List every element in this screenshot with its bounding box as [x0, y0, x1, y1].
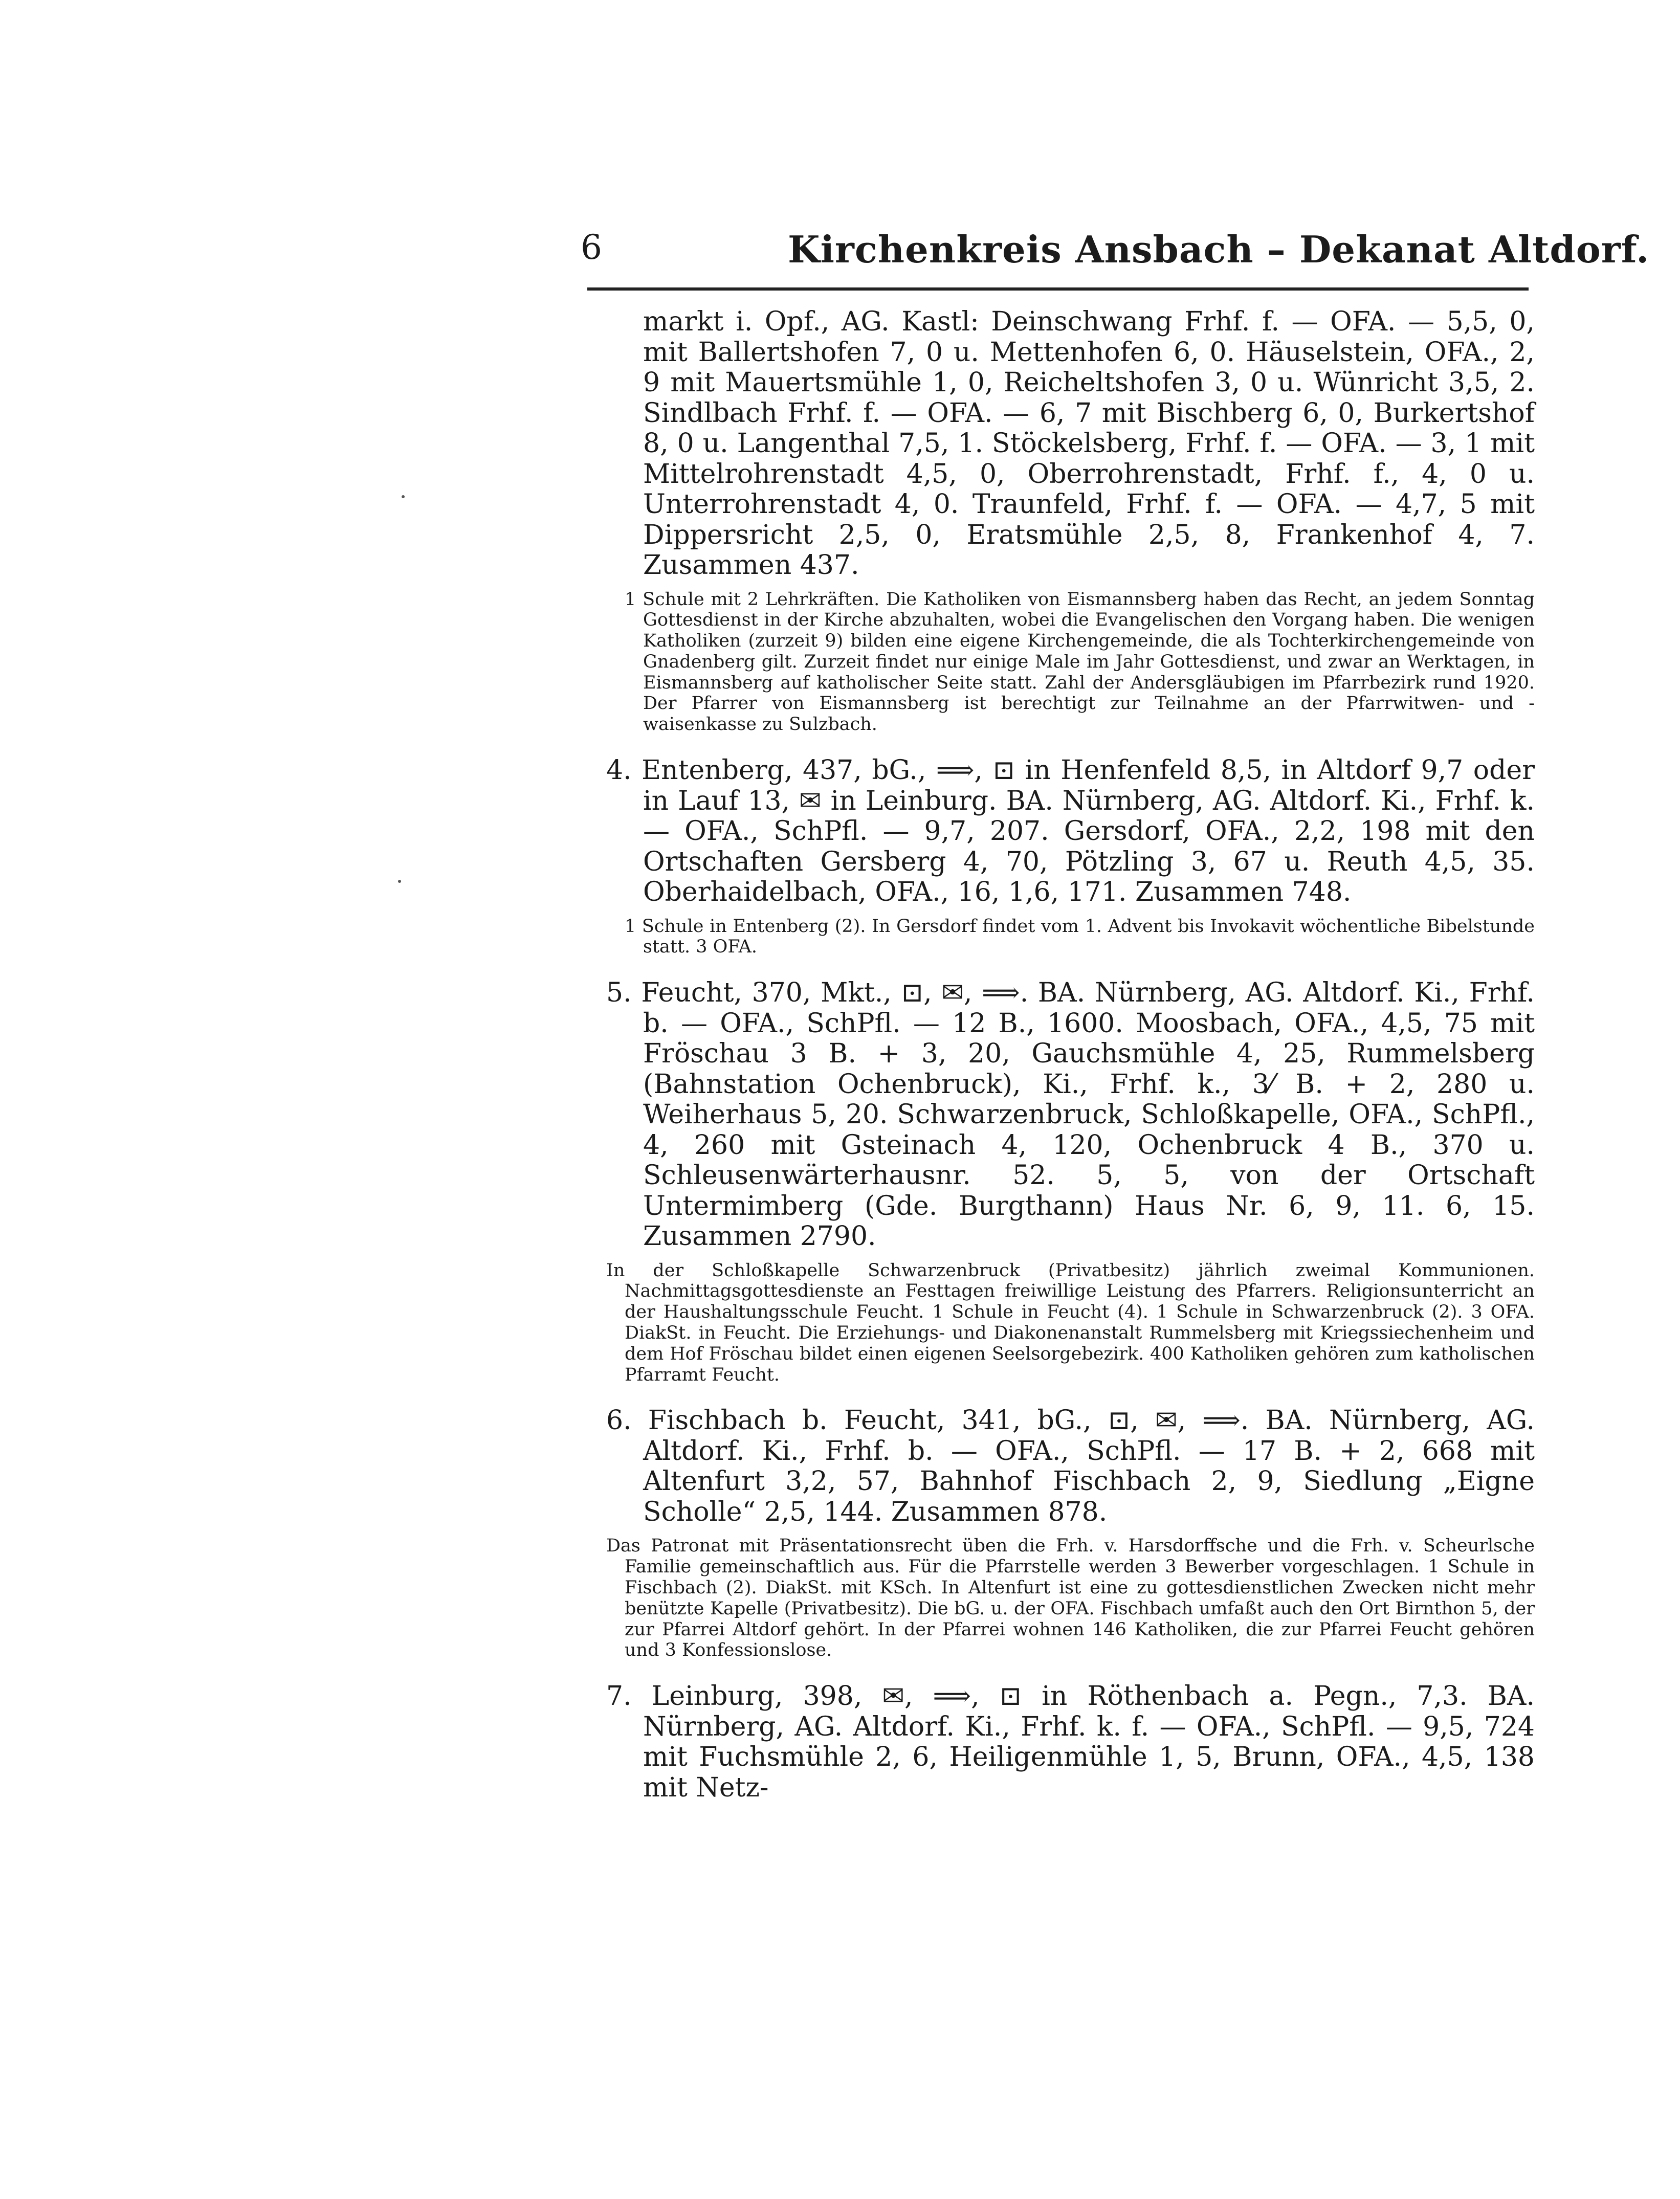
margin-speck [402, 495, 405, 498]
running-head: Kirchenkreis Ansbach – Dekanat Altdorf. [788, 228, 1650, 271]
footnote-feucht: In der Schloßkapelle Schwarzenbruck (Privatbesitz) jährlich zweimal Kommunionen. Nachmittagsgottesdienste an Festtagen freiwillige Leistung des Pfarrers. Religionsunterricht an der Haushaltungsschule Feucht. 1 Schule in Feucht (4). 1 Schule in Schwarzenbruck (2). 3 OFA. DiakSt. in Feucht. Die Erziehungs- und Diakonenanstalt Rummelsberg mit Kriegssiechenheim und dem Hof Fröschau bildet einen eigenen Seelsorgebezirk. 400 Katholiken gehören zum katholischen Pfarramt Feucht. [606, 1260, 1535, 1385]
footnote-eismannsberg: 1 Schule mit 2 Lehrkräften. Die Katholiken von Eismannsberg haben das Recht, an jedem Sonntag Gottesdienst in der Kirche abzuhalten, wobei die Evangelischen den Vorgang haben. Die wenigen Katholiken (zurzeit 9) bilden eine eigene Kirchengemeinde, die als Tochterkirchengemeinde von Gnadenberg gilt. Zurzeit findet nur einige Male im Jahr Gottesdienst, und zwar an Werktagen, in Eismannsberg auf katholischer Seite statt. Zahl der Andersgläubigen im Pfarrbezirk rund 1920. Der Pfarrer von Eismannsberg ist berechtigt zur Teilnahme an der Pfarrwitwen- und -waisenkasse zu Sulzbach. [625, 589, 1535, 735]
entry-feucht: 5. Feucht, 370, Mkt., ⊡, ✉, ⟹. BA. Nürnberg, AG. Altdorf. Ki., Frhf. b. — OFA., SchPfl. — 12 B., 1600. Moosbach, OFA., 4,5, 75 mit Fröschau 3 B. + 3, 20, Gauchsmühle 4, 25, Rummelsberg (Bahnstation Ochenbruck), Ki., Frhf. k., 3⁄ B. + 2, 280 u. Weiherhaus 5, 20. Schwarzenbruck, Schloßkapelle, OFA., SchPfl., 4, 260 mit Gsteinach 4, 120, Ochenbruck 4 B., 370 u. Schleusenwärterhausnr. 52. 5, 5, von der Ortschaft Untermimberg (Gde. Burgthann) Haus Nr. 6, 9, 11. 6, 15. Zusammen 2790. [606, 978, 1535, 1252]
margin-speck [398, 880, 401, 883]
footnote-fischbach: Das Patronat mit Präsentationsrecht üben die Frh. v. Harsdorffsche und die Frh. v. Scheurlsche Familie gemeinschaftlich aus. Für die Pfarrstelle werden 3 Bewerber vorgeschlagen. 1 Schule in Fischbach (2). DiakSt. mit KSch. In Altenfurt ist eine zu gottesdienstlichen Zwecken nicht mehr benützte Kapelle (Privatbesitz). Die bG. u. der OFA. Fischbach umfaßt auch den Ort Birnthon 5, der zur Pfarrei Altdorf gehört. In der Pfarrei wohnen 146 Katholiken, die zur Pfarrei Feucht gehören und 3 Konfessionslose. [606, 1536, 1535, 1661]
header-rule [587, 287, 1529, 291]
footnote-entenberg: 1 Schule in Entenberg (2). In Gersdorf findet vom 1. Advent bis Invokavit wöchentliche Bibelstunde statt. 3 OFA. [625, 916, 1535, 958]
entry-fischbach: 6. Fischbach b. Feucht, 341, bG., ⊡, ✉, ⟹. BA. Nürnberg, AG. Altdorf. Ki., Frhf. b. — OFA., SchPfl. — 17 B. + 2, 668 mit Altenfurt 3,2, 57, Bahnhof Fischbach 2, 9, Siedlung „Eigne Scholle“ 2,5, 144. Zusammen 878. [606, 1405, 1535, 1527]
entry-entenberg: 4. Entenberg, 437, bG., ⟹, ⊡ in Henfenfeld 8,5, in Altdorf 9,7 oder in Lauf 13, ✉ in Leinburg. BA. Nürnberg, AG. Altdorf. Ki., Frhf. k. — OFA., SchPfl. — 9,7, 207. Gersdorf, OFA., 2,2, 198 mit den Ortschaften Gersberg 4, 70, Pötzling 3, 67 u. Reuth 4,5, 35. Oberhaidelbach, OFA., 16, 1,6, 171. Zusammen 748. [606, 755, 1535, 908]
page-body [606, 307, 1535, 1803]
entry-continuation: markt i. Opf., AG. Kastl: Deinschwang Frhf. f. — OFA. — 5,5, 0, mit Ballertshofen 7, 0 u. Mettenhofen 6, 0. Häuselstein, OFA., 2, 9 mit Mauertsmühle 1, 0, Reicheltshofen 3, 0 u. Wünricht 3,5, 2. Sindlbach Frhf. f. — OFA. — 6, 7 mit Bischberg 6, 0, Burkertshof 8, 0 u. Langenthal 7,5, 1. Stöckelsberg, Frhf. f. — OFA. — 3, 1 mit Mittelrohrenstadt 4,5, 0, Oberrohrenstadt, Frhf. f., 4, 0 u. Unterrohrenstadt 4, 0. Traunfeld, Frhf. f. — OFA. — 4,7, 5 mit Dippersricht 2,5, 0, Eratsmühle 2,5, 8, Frankenhof 4, 7. Zusammen 437. [643, 306, 1535, 581]
entry-leinburg: 7. Leinburg, 398, ✉, ⟹, ⊡ in Röthenbach a. Pegn., 7,3. BA. Nürnberg, AG. Altdorf. Ki., Frhf. k. f. — OFA., SchPfl. — 9,5, 724 mit Fuchsmühle 2, 6, Heiligenmühle 1, 5, Brunn, OFA., 4,5, 138 mit Netz- [606, 1681, 1535, 1803]
page-number: 6 [581, 228, 602, 267]
